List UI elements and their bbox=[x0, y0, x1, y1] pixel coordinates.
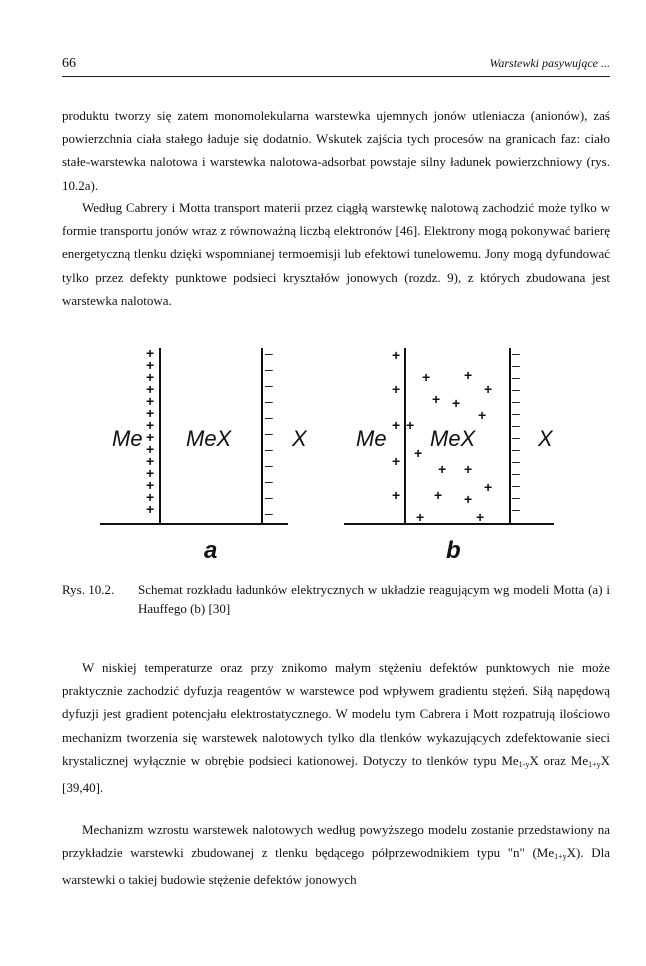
svg-text:+: + bbox=[438, 461, 447, 477]
svg-text:–: – bbox=[265, 505, 273, 521]
svg-text:+: + bbox=[146, 501, 155, 517]
paragraph-3 bbox=[62, 656, 610, 799]
svg-text:–: – bbox=[512, 477, 520, 493]
svg-text:–: – bbox=[512, 369, 520, 385]
svg-text:–: – bbox=[512, 357, 520, 373]
label-metal-b: Me bbox=[356, 426, 387, 451]
negative-charges-a bbox=[265, 345, 273, 521]
svg-text:+: + bbox=[478, 407, 487, 423]
svg-text:–: – bbox=[265, 489, 273, 505]
svg-text:–: – bbox=[512, 429, 520, 445]
panel-letter-b: b bbox=[446, 537, 461, 564]
caption-label: Rys. 10.2. bbox=[62, 582, 115, 597]
svg-text:+: + bbox=[146, 489, 155, 505]
svg-text:–: – bbox=[265, 377, 273, 393]
paragraph-4-text: Mechanizm wzrostu warstewek nalotowych według powyższego modelu zostanie przedstawiony na przykładzie warstewki zbudowanej z tlenku będącego półprzewodnikiem typu "n" (Me bbox=[62, 822, 610, 861]
svg-text:+: + bbox=[146, 405, 155, 421]
svg-text:–: – bbox=[512, 489, 520, 505]
svg-text:+: + bbox=[422, 369, 431, 385]
svg-text:+: + bbox=[146, 429, 155, 445]
svg-text:–: – bbox=[512, 441, 520, 457]
svg-text:+: + bbox=[392, 487, 401, 503]
svg-text:+: + bbox=[484, 381, 493, 397]
svg-text:+: + bbox=[464, 367, 473, 383]
paragraph-2: Według Cabrery i Motta transport materii przez ciągłą warstewkę nalotową zachodzić może tylko w formie transportu jonów wraz z równoważną liczbą elektronów [46]. Elektrony mogą pokonywać barierę energetyczną tlenku dzięki wspomnianej termoemisji lub efektowi tunelowemu. Jony mogą dyfundować tylko przez defekty punktowe podsieci kryształów jonowych (rozdz. 9), z których zbudowana jest warstewka nalotowa. bbox=[62, 200, 610, 308]
figure-svg bbox=[100, 340, 560, 570]
paragraph-3-sub-1: 1-y bbox=[518, 759, 530, 769]
svg-text:+: + bbox=[476, 509, 485, 525]
svg-text:–: – bbox=[265, 441, 273, 457]
label-anion-b: X bbox=[538, 426, 553, 451]
svg-text:+: + bbox=[464, 491, 473, 507]
paragraph-4-sub: 1+y bbox=[554, 852, 567, 862]
page-header bbox=[62, 56, 610, 77]
caption-text: Schemat rozkładu ładunków elektrycznych w układzie reagującym wg modeli Motta (a) i Hauffego (b) [30] bbox=[138, 582, 610, 616]
svg-text:–: – bbox=[512, 393, 520, 409]
svg-text:–: – bbox=[512, 465, 520, 481]
svg-text:+: + bbox=[414, 445, 423, 461]
paragraph-4 bbox=[62, 818, 610, 892]
svg-text:+: + bbox=[392, 453, 401, 469]
svg-text:+: + bbox=[146, 357, 155, 373]
svg-text:–: – bbox=[265, 457, 273, 473]
svg-text:–: – bbox=[512, 381, 520, 397]
paragraph-1: produktu tworzy się zatem monomolekularna warstewka ujemnych jonów utleniacza (anionów), zaś powierzchnia ciała stałego ładuje się dodatnio. Wskutek zajścia tych procesów na granicach faz: ciało stałe-warstewka nalotowa i warstewka nalotowa-adsorbat powstaje silny ładunek powierzchniowy (rys. 10.2a). bbox=[62, 108, 610, 193]
svg-text:–: – bbox=[265, 361, 273, 377]
svg-text:–: – bbox=[265, 473, 273, 489]
label-metal-a: Me bbox=[112, 426, 143, 451]
svg-text:+: + bbox=[464, 461, 473, 477]
paragraph-4-end: X). Dla warstewki o takiej budowie stężenie defektów jonowych bbox=[62, 845, 610, 888]
svg-text:+: + bbox=[146, 441, 155, 457]
svg-text:–: – bbox=[265, 393, 273, 409]
svg-text:–: – bbox=[512, 405, 520, 421]
svg-text:+: + bbox=[416, 509, 425, 525]
svg-text:+: + bbox=[146, 465, 155, 481]
negative-charges-b bbox=[512, 345, 520, 517]
svg-text:+: + bbox=[432, 391, 441, 407]
label-oxide-a: MeX bbox=[186, 426, 232, 451]
svg-text:–: – bbox=[512, 417, 520, 433]
svg-text:+: + bbox=[146, 417, 155, 433]
svg-text:+: + bbox=[146, 393, 155, 409]
svg-text:–: – bbox=[512, 501, 520, 517]
running-title: Warstewki pasywujące ... bbox=[489, 56, 610, 70]
svg-text:+: + bbox=[434, 487, 443, 503]
svg-text:+: + bbox=[392, 417, 401, 433]
page-number: 66 bbox=[62, 56, 76, 71]
panel-letter-a: a bbox=[204, 537, 218, 564]
svg-text:+: + bbox=[146, 381, 155, 397]
label-oxide-b: MeX bbox=[430, 426, 476, 451]
positive-charges-a bbox=[146, 345, 154, 517]
svg-text:+: + bbox=[146, 453, 155, 469]
svg-text:–: – bbox=[265, 345, 273, 361]
svg-text:+: + bbox=[452, 395, 461, 411]
svg-text:+: + bbox=[146, 345, 155, 361]
svg-text:+: + bbox=[146, 369, 155, 385]
svg-text:+: + bbox=[392, 347, 401, 363]
figure-charge-distribution bbox=[100, 340, 560, 570]
paragraph-3-sub-2: 1+y bbox=[588, 759, 601, 769]
svg-text:+: + bbox=[406, 417, 415, 433]
paragraph-3-text: W niskiej temperaturze oraz przy znikomo małym stężeniu defektów punktowych nie może praktycznie zachodzić dyfuzja reagentów w warstewce pod wpływem gradientu stężeń. Siłą napędową dyfuzji jest gradient potencjału elektrostatycznego. W modelu tym Cabrera i Mott rozpatrują ilościowo mechanizm tworzenia się warstewek nalotowych tylko dla tlenków wykazujących zdefektowanie sieci krystalicznej wyłącznie w obrębie podsieci kationowej. Dotyczy to tlenków typu Me bbox=[62, 660, 610, 768]
paragraph-3-end: X [39,40]. bbox=[62, 752, 610, 796]
paragraph-3-mid: X oraz Me bbox=[529, 752, 589, 768]
svg-text:+: + bbox=[146, 477, 155, 493]
svg-text:–: – bbox=[512, 453, 520, 469]
svg-text:–: – bbox=[265, 425, 273, 441]
surface-charges-b bbox=[392, 347, 400, 503]
svg-text:–: – bbox=[265, 409, 273, 425]
svg-text:–: – bbox=[512, 345, 520, 361]
svg-text:+: + bbox=[484, 479, 493, 495]
label-anion-a: X bbox=[292, 426, 307, 451]
svg-text:+: + bbox=[392, 381, 401, 397]
